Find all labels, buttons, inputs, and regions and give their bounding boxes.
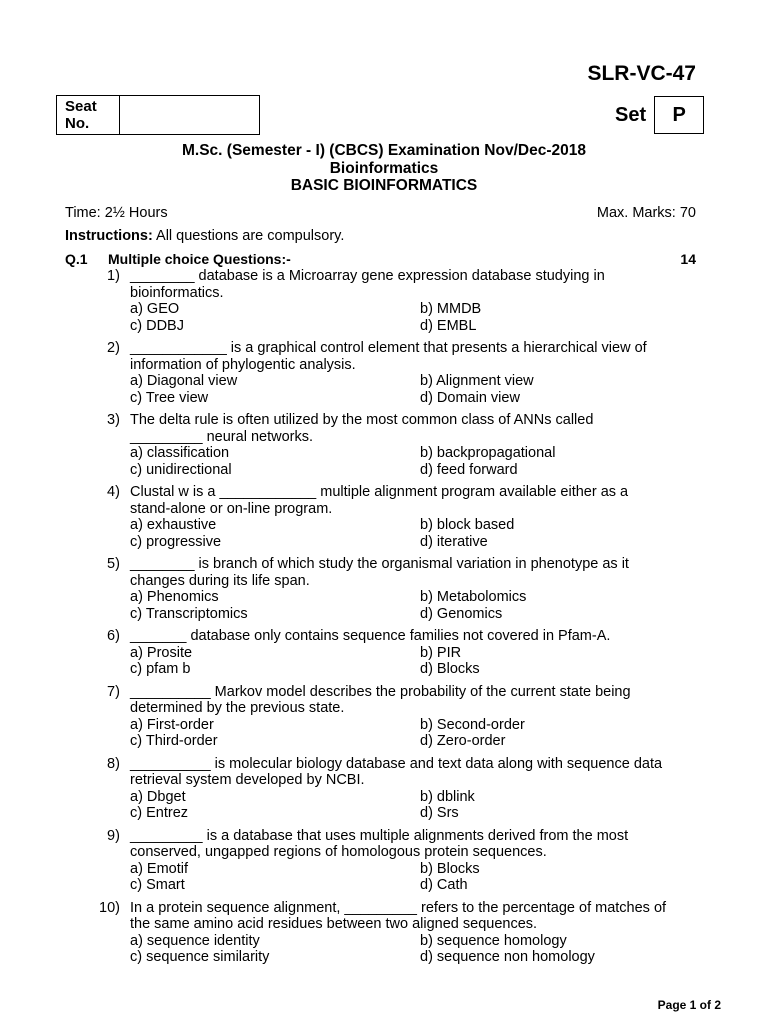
option-a: a) Phenomics (130, 589, 219, 605)
question-item (107, 684, 667, 750)
question-body (130, 268, 667, 334)
instructions (65, 228, 344, 244)
option-d: d) Srs (420, 805, 459, 821)
option-a: a) sequence identity (130, 932, 260, 949)
question-number: 5) (107, 556, 120, 572)
instructions-text: All questions are compulsory. (152, 228, 345, 244)
exam-headings (0, 142, 768, 195)
question-item (107, 412, 667, 478)
option-d: d) Blocks (420, 661, 480, 677)
option-c: c) Entrez (130, 805, 189, 821)
paper-code: SLR-VC-47 (587, 62, 696, 85)
option-b: b) PIR (420, 644, 462, 661)
option-c: c) Transcriptomics (130, 605, 248, 622)
question-body (130, 340, 667, 406)
seat-label-line2: No. (65, 115, 90, 132)
option-c: c) Tree view (130, 389, 209, 406)
option-c: c) DDBJ (130, 317, 184, 334)
options (130, 933, 667, 966)
option-a: a) exhaustive (130, 517, 217, 533)
option-b: b) Alignment view (420, 373, 534, 389)
option-a: a) Emotif (130, 860, 189, 877)
option-b: b) Metabolomics (420, 589, 527, 605)
option-d: d) feed forward (420, 461, 518, 478)
question-item (107, 756, 667, 822)
option-d: d) Cath (420, 877, 468, 893)
question-text: __________ is molecular biology database and text data along with sequence data retrieval system developed by NCBI. (130, 755, 663, 788)
exam-subject: Bioinformatics (329, 159, 439, 177)
option-b: b) backpropagational (420, 445, 556, 461)
section-heading (65, 251, 696, 267)
exam-paper-name: BASIC BIOINFORMATICS (290, 177, 478, 194)
question-item (107, 268, 667, 334)
option-c: c) progressive (130, 533, 222, 550)
section-number: Q.1 (65, 251, 88, 267)
question-text: ____________ is a graphical control element that presents a hierarchical view of information of phylogentic analysis. (130, 340, 647, 373)
question-body (130, 756, 667, 822)
question-item (107, 484, 667, 550)
question-item (107, 828, 667, 894)
option-c: c) unidirectional (130, 461, 232, 478)
question-text: _______ database only contains sequence families not covered in Pfam-A. (130, 628, 611, 644)
question-text: __________ Markov model describes the probability of the current state being determined by the previous state. (130, 683, 631, 716)
question-item (99, 899, 667, 966)
question-number: 10) (99, 899, 120, 916)
question-number: 7) (107, 683, 120, 700)
option-b: b) sequence homology (420, 932, 567, 949)
option-d: d) Zero-order (420, 733, 506, 749)
question-number: 6) (107, 628, 120, 644)
instructions-label: Instructions: (65, 228, 153, 244)
question-text: ________ database is a Microarray gene expression database studying in bioinformatics. (130, 268, 605, 301)
option-c: c) Third-order (130, 733, 218, 749)
exam-time: Time: 2½ Hours (65, 205, 168, 221)
question-body (130, 828, 667, 894)
question-text: In a protein sequence alignment, _________ refers to the percentage of matches of the same amino acid residues between two aligned sequences. (130, 899, 667, 932)
option-b: b) dblink (420, 788, 475, 805)
page-number: Page 1 of 2 (657, 998, 721, 1012)
question-number: 1) (107, 268, 120, 284)
set-label: Set (615, 103, 647, 126)
options (130, 373, 667, 406)
options (130, 717, 667, 750)
max-marks: Max. Marks: 70 (596, 205, 696, 221)
exam-title: M.Sc. (Semester - I) (CBCS) Examination Nov/Dec-2018 (182, 142, 586, 159)
option-a: a) First-order (130, 716, 214, 733)
question-body (130, 556, 667, 622)
option-a: a) Prosite (130, 644, 193, 661)
option-a: a) GEO (130, 301, 180, 317)
question-text: ________ is branch of which study the organismal variation in phenotype as it changes during its life span. (130, 556, 629, 589)
seat-label-line1: Seat (65, 98, 97, 115)
options (130, 445, 667, 478)
option-c: c) Smart (130, 877, 185, 893)
seat-number-field (120, 96, 259, 134)
option-c: c) pfam b (130, 661, 191, 677)
seat-number-box (56, 95, 260, 135)
option-d: d) Genomics (420, 605, 503, 622)
set-indicator (615, 96, 704, 134)
option-d: d) iterative (420, 533, 488, 550)
option-c: c) sequence similarity (130, 949, 270, 965)
question-body (130, 900, 667, 966)
question-item (107, 556, 667, 622)
question-number: 8) (107, 755, 120, 772)
option-a: a) Dbget (130, 788, 186, 805)
option-b: b) Blocks (420, 860, 480, 877)
options (130, 517, 667, 550)
section-marks: 14 (680, 251, 696, 267)
question-list (99, 268, 667, 972)
question-item (107, 628, 667, 678)
question-text: _________ is a database that uses multiple alignments derived from the most conserved, ungapped regions of homologous protein sequences. (130, 827, 629, 860)
question-number: 3) (107, 412, 120, 428)
question-text: The delta rule is often utilized by the most common class of ANNs called _________ neural networks. (130, 412, 594, 445)
option-a: a) Diagonal view (130, 373, 238, 389)
option-a: a) classification (130, 445, 230, 461)
options (130, 589, 667, 622)
time-marks-row (65, 205, 696, 221)
question-number: 9) (107, 827, 120, 844)
options (130, 861, 667, 894)
question-item (107, 340, 667, 406)
question-body (130, 412, 667, 478)
options (130, 301, 667, 334)
question-number: 2) (107, 340, 120, 356)
question-body (130, 628, 667, 678)
set-value: P (654, 96, 704, 134)
option-d: d) Domain view (420, 389, 520, 406)
section-title: Multiple choice Questions:- (108, 251, 291, 267)
seat-label (57, 96, 120, 134)
options (130, 789, 667, 822)
question-text: Clustal w is a ____________ multiple alignment program available either as a stand-alone or on-line program. (130, 484, 629, 517)
question-body (130, 484, 667, 550)
question-number: 4) (107, 484, 120, 500)
options (130, 645, 667, 678)
option-b: b) MMDB (420, 301, 482, 317)
option-b: b) Second-order (420, 716, 525, 733)
option-d: d) sequence non homology (420, 949, 595, 965)
question-body (130, 684, 667, 750)
option-b: b) block based (420, 517, 515, 533)
option-d: d) EMBL (420, 317, 477, 334)
